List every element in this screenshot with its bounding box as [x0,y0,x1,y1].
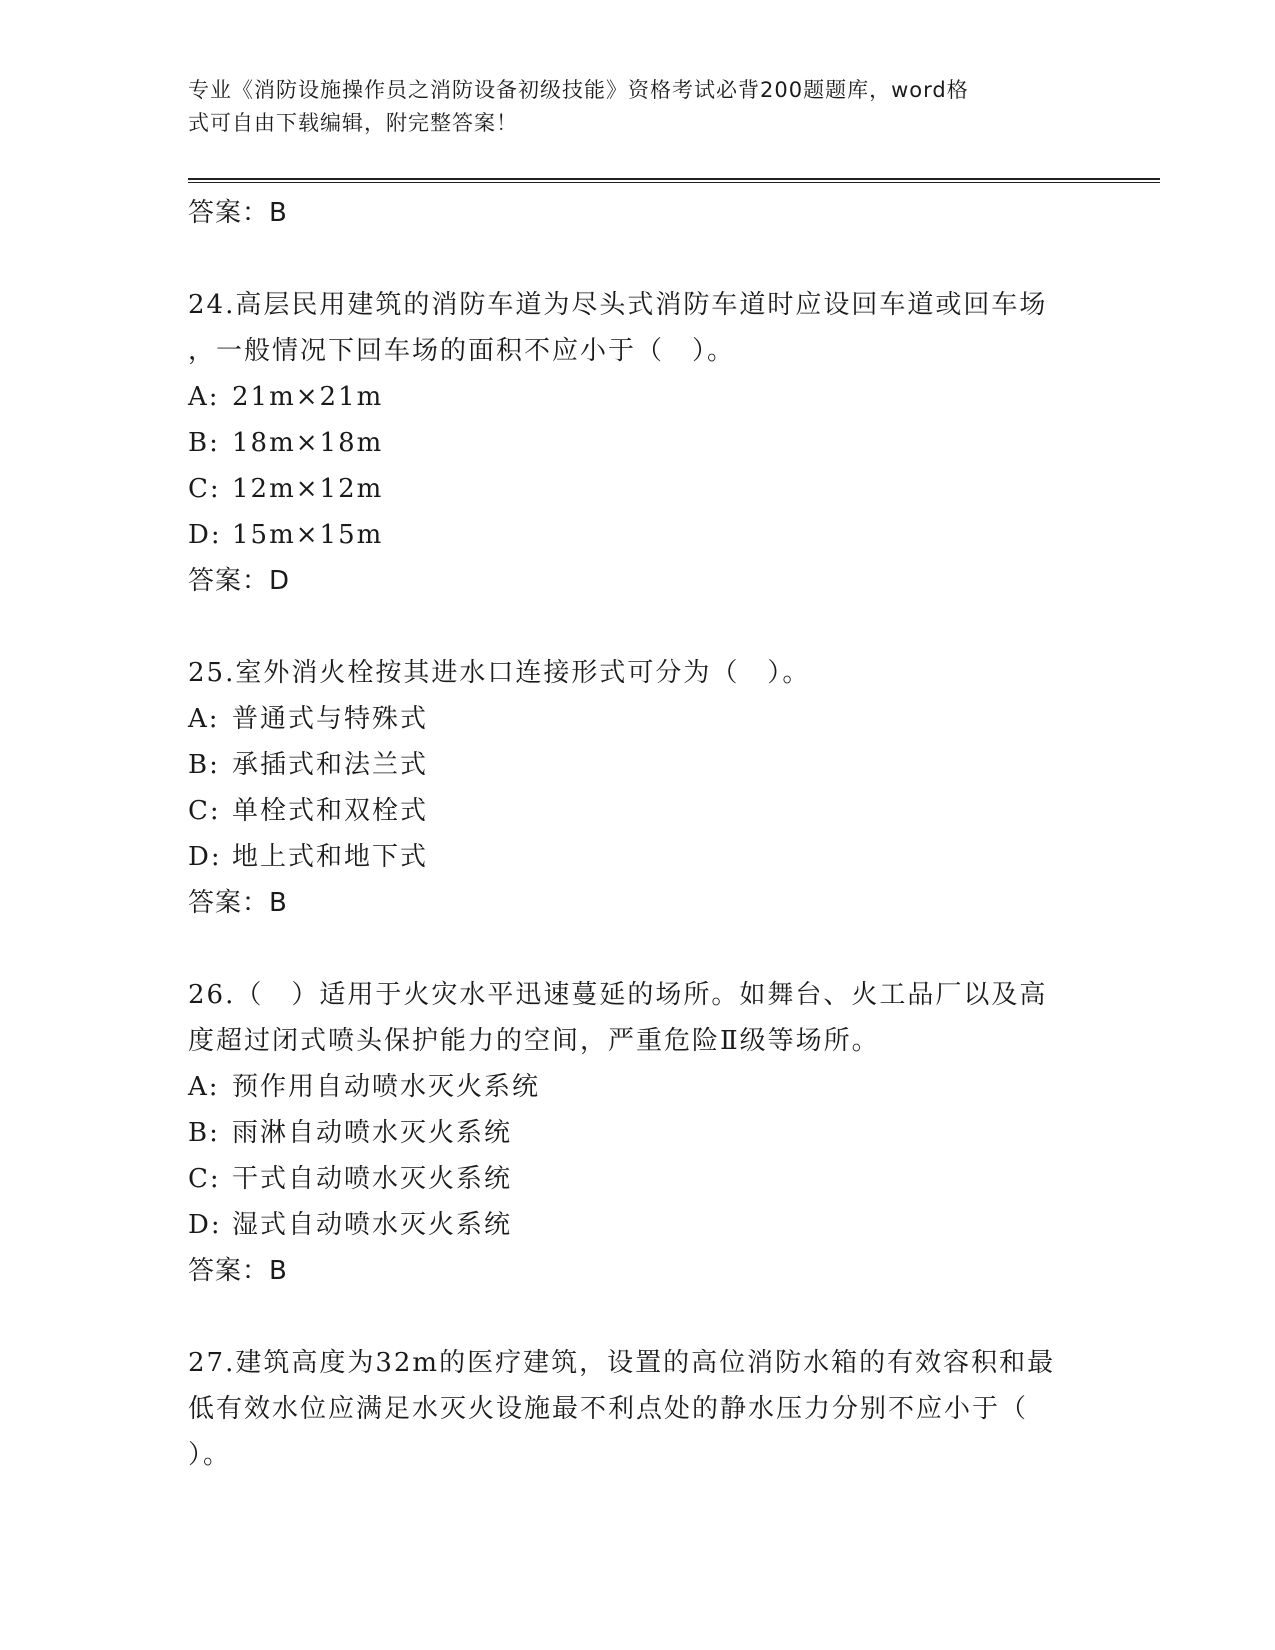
option-text: 预作用自动喷水灭火系统 [232,1072,541,1102]
option-text: 12m×12m [232,474,384,504]
option-text: 21m×21m [232,382,384,412]
option-d [188,834,1088,880]
option-c [188,1156,1088,1202]
answer: 答案：D [188,566,291,596]
option-a [188,696,1088,742]
option-text: 单栓式和双栓式 [232,796,429,826]
option-d [188,512,1088,558]
previous-answer: 答案：B [188,198,288,228]
question-stem [188,282,1088,374]
option-d [188,1202,1088,1248]
option-letter: A: [188,1072,220,1102]
option-b [188,742,1088,788]
option-text: 18m×18m [232,428,384,458]
option-letter: D: [188,842,222,872]
question-26 [188,972,1088,1294]
header-line-2: 式可自由下载编辑，附完整答案！ [188,111,518,135]
answer: 答案：B [188,1256,288,1286]
option-c [188,788,1088,834]
option-b [188,1110,1088,1156]
spacer [188,1294,1088,1340]
stem-line: 度超过闭式喷头保护能力的空间，严重危险Ⅱ级等场所。 [188,1026,880,1056]
question-24 [188,282,1088,604]
answer: 答案：B [188,888,288,918]
stem-line: 25.室外消火栓按其进水口连接形式可分为（ ）。 [188,658,811,688]
question-list [188,190,1088,1478]
option-letter: C: [188,796,221,826]
option-text: 湿式自动喷水灭火系统 [232,1210,513,1240]
option-letter: D: [188,1210,222,1240]
option-c [188,466,1088,512]
question-25 [188,650,1088,926]
question-stem [188,1340,1088,1478]
stem-line: ，一般情况下回车场的面积不应小于（ ）。 [188,336,736,366]
option-a [188,1064,1088,1110]
stem-line: 低有效水位应满足水灭火设施最不利点处的静水压力分别不应小于（ [188,1394,1029,1424]
option-letter: A: [188,704,220,734]
stem-line: 26.（ ）适用于火灾水平迅速蔓延的场所。如舞台、火工品厂以及高 [188,980,1048,1010]
question-stem [188,650,1088,696]
option-text: 干式自动喷水灭火系统 [232,1164,513,1194]
spacer [188,926,1088,972]
option-b [188,420,1088,466]
option-text: 15m×15m [232,520,384,550]
header-divider [188,178,1160,183]
option-text: 地上式和地下式 [232,842,429,872]
option-letter: A: [188,382,220,412]
option-letter: B: [188,428,220,458]
option-letter: B: [188,750,220,780]
stem-line: 24.高层民用建筑的消防车道为尽头式消防车道时应设回车道或回车场 [188,290,1048,320]
header-line-1: 专业《消防设施操作员之消防设备初级技能》资格考试必背200题题库，word格 [188,78,969,102]
option-letter: C: [188,474,221,504]
option-letter: D: [188,520,222,550]
option-text: 雨淋自动喷水灭火系统 [232,1118,513,1148]
stem-line: 27.建筑高度为32m的医疗建筑，设置的高位消防水箱的有效容积和最 [188,1348,1056,1378]
stem-line: ）。 [188,1440,232,1470]
question-27 [188,1340,1088,1478]
spacer [188,604,1088,650]
document-header [188,74,1088,140]
option-letter: B: [188,1118,220,1148]
question-stem [188,972,1088,1064]
spacer [188,236,1088,282]
option-a [188,374,1088,420]
option-letter: C: [188,1164,221,1194]
option-text: 普通式与特殊式 [232,704,429,734]
option-text: 承插式和法兰式 [232,750,429,780]
